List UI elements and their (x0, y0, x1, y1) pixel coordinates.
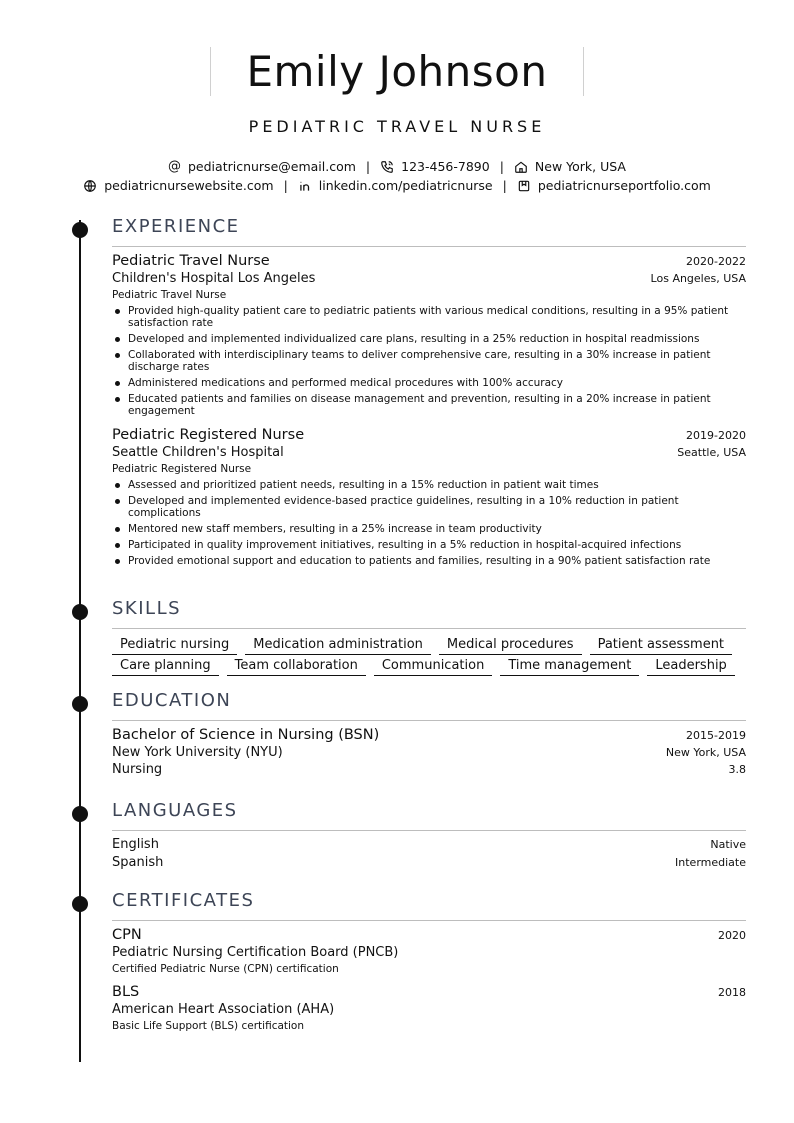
certificate-issuer: American Heart Association (AHA) (112, 1002, 335, 1017)
section-heading: EXPERIENCE (112, 216, 746, 247)
globe-icon (83, 179, 97, 193)
education-dates: 2015-2019 (686, 729, 746, 742)
section-heading: CERTIFICATES (112, 890, 746, 921)
linkedin-text: linkedin.com/pediatricnurse (318, 178, 493, 193)
language-name: English (112, 837, 159, 852)
experience-section (112, 216, 746, 571)
contact-linkedin[interactable] (298, 178, 493, 193)
skill-tag: Medication administration (245, 637, 431, 655)
candidate-name: Emily Johnson (246, 47, 548, 96)
language-row (112, 837, 746, 852)
phone-text: 123-456-7890 (401, 159, 490, 174)
separator: | (499, 159, 504, 174)
certificate-name: CPN (112, 927, 142, 943)
timeline-dot (72, 696, 88, 712)
list-item: Developed and implemented evidence-based practice guidelines, resulting in a 10% reduction in patient complications (112, 495, 746, 519)
linkedin-icon (298, 179, 312, 193)
separator: | (502, 178, 507, 193)
skill-tag: Team collaboration (227, 658, 366, 676)
list-item: Educated patients and families on disease management and prevention, resulting in a 20% increase in patient engagement (112, 393, 746, 417)
website-text: pediatricnursewebsite.com (104, 178, 274, 193)
location-text: New York, USA (534, 159, 626, 174)
skill-tag: Time management (500, 658, 639, 676)
list-item: Mentored new staff members, resulting in a 25% increase in team productivity (112, 523, 746, 535)
timeline-dot (72, 896, 88, 912)
certificate-year: 2020 (718, 929, 746, 942)
certificates-section (112, 890, 746, 1032)
list-item: Participated in quality improvement initiatives, resulting in a 5% reduction in hospital-acquired infections (112, 539, 746, 551)
job-entry (112, 427, 746, 567)
certificate-description: Certified Pediatric Nurse (CPN) certification (112, 963, 339, 975)
skill-tag: Leadership (647, 658, 734, 676)
contact-row-1 (0, 159, 794, 174)
skill-tag: Patient assessment (590, 637, 732, 655)
timeline-dot (72, 604, 88, 620)
skills-section (112, 598, 746, 679)
list-item: Developed and implemented individualized care plans, resulting in a 25% reduction in hospital readmissions (112, 333, 746, 345)
list-item: Assessed and prioritized patient needs, resulting in a 15% reduction in patient wait times (112, 479, 746, 491)
certificate-entry (112, 984, 746, 1032)
job-role: Pediatric Travel Nurse (112, 289, 227, 301)
employer: Seattle Children's Hospital (112, 445, 284, 460)
skill-tag: Medical procedures (439, 637, 582, 655)
email-text: pediatricnurse@email.com (188, 159, 356, 174)
education-section (112, 690, 746, 777)
section-heading: LANGUAGES (112, 800, 746, 831)
name-frame (210, 47, 584, 96)
at-icon: @ (168, 158, 181, 174)
language-level: Intermediate (675, 856, 746, 869)
contact-website[interactable] (83, 178, 273, 193)
education-location: New York, USA (665, 746, 746, 759)
list-item: Administered medications and performed medical procedures with 100% accuracy (112, 377, 746, 389)
section-heading: EDUCATION (112, 690, 746, 721)
skills-list (112, 637, 746, 679)
job-location: Los Angeles, USA (650, 272, 746, 285)
gpa: 3.8 (728, 763, 746, 776)
list-item: Provided emotional support and education to patients and families, resulting in a 90% patient satisfaction rate (112, 555, 746, 567)
contact-row-2 (0, 178, 794, 193)
job-title: PEDIATRIC TRAVEL NURSE (248, 117, 546, 136)
contact-email[interactable] (168, 159, 356, 174)
separator: | (365, 159, 371, 174)
section-heading: SKILLS (112, 598, 746, 629)
languages-section (112, 800, 746, 870)
timeline-dot (72, 806, 88, 822)
field-of-study: Nursing (112, 762, 163, 777)
certificate-issuer: Pediatric Nursing Certification Board (PNCB) (112, 945, 399, 960)
job-entry (112, 253, 746, 417)
job-role: Pediatric Registered Nurse (112, 463, 252, 475)
job-bullets (112, 305, 746, 417)
job-title: Pediatric Registered Nurse (112, 427, 305, 443)
certificate-year: 2018 (718, 986, 746, 999)
skill-tag: Care planning (112, 658, 219, 676)
contact-portfolio[interactable] (517, 178, 711, 193)
phone-icon (380, 160, 394, 174)
job-title: Pediatric Travel Nurse (112, 253, 270, 269)
degree: Bachelor of Science in Nursing (BSN) (112, 727, 380, 743)
job-dates: 2020-2022 (686, 255, 746, 268)
separator: | (283, 178, 288, 193)
portfolio-icon (517, 179, 531, 193)
skill-tag: Communication (374, 658, 492, 676)
job-dates: 2019-2020 (686, 429, 746, 442)
job-bullets (112, 479, 746, 567)
contact-phone[interactable] (380, 159, 490, 174)
certificate-entry (112, 927, 746, 975)
certificate-name: BLS (112, 984, 140, 1000)
certificate-description: Basic Life Support (BLS) certification (112, 1020, 305, 1032)
employer: Children's Hospital Los Angeles (112, 271, 316, 286)
home-icon (514, 160, 528, 174)
skill-tag: Pediatric nursing (112, 637, 237, 655)
portfolio-text: pediatricnurseportfolio.com (537, 178, 711, 193)
school: New York University (NYU) (112, 745, 283, 760)
language-row (112, 855, 746, 870)
timeline-dot (72, 222, 88, 238)
job-location: Seattle, USA (677, 446, 746, 459)
language-level: Native (710, 838, 746, 851)
list-item: Provided high-quality patient care to pediatric patients with various medical conditions, resulting in a 95% patient satisfaction rate (112, 305, 746, 329)
contact-location (514, 159, 626, 174)
timeline-line (79, 220, 81, 1062)
language-name: Spanish (112, 855, 164, 870)
list-item: Collaborated with interdisciplinary teams to deliver comprehensive care, resulting in a 30% increase in patient discharge rates (112, 349, 746, 373)
